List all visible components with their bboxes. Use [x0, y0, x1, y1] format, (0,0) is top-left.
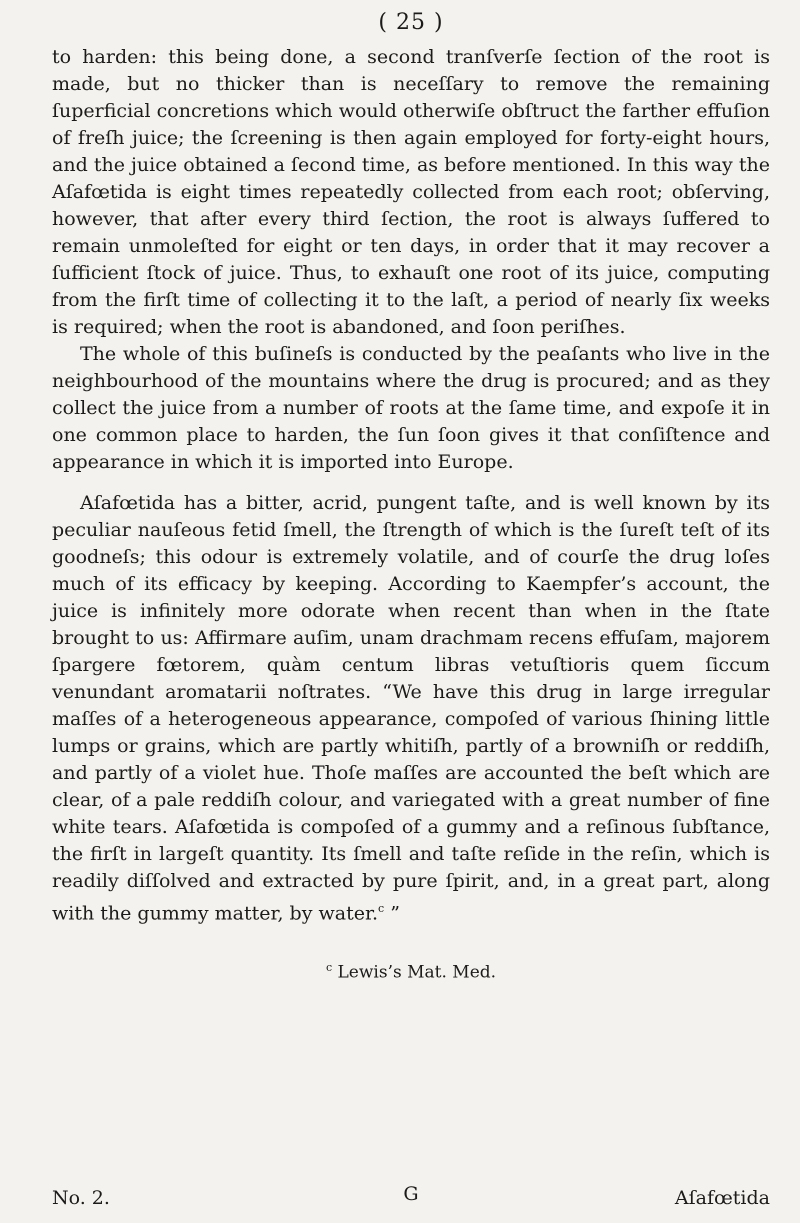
signature-mark: G: [403, 1183, 419, 1205]
issue-number: No. 2.: [52, 1187, 110, 1209]
paragraph-harvest: to harden: this being done, a second tranſverſe ſection of the root is made, but no thicker than is neceſſary to remove the remaining ſuperficial concretions which would otherwiſe obſtruct the farther effuſion of freſh juice; the ſcreening is then again employed for forty-eight hours, and the juice obtained a ſecond time, as before mentioned. In this way the Aſafœtida is eight times repeatedly collected from each root; obſerving, however, that after every third ſection, the root is always ſuffered to remain unmoleſted for eight or ten days, in order that it may recover a ſufficient ſtock of juice. Thus, to exhauſt one root of its juice, computing from the firſt time of collecting it to the laſt, a period of nearly ſix weeks is required; when the root is abandoned, and ſoon periſhes.: [52, 46, 770, 338]
catchword: Aſafœtida: [674, 1187, 770, 1209]
footnote-reference: c: [378, 902, 385, 915]
page-number: ( 25 ): [378, 10, 444, 35]
footnote: [52, 957, 770, 984]
paragraph-peasants: The whole of this buſineſs is conducted by the peaſants who live in the neighbourhood of the mountains where the drug is procured; and as they collect the juice from a number of roots at the ſame time, and expoſe it in one common place to harden, the ſun ſoon gives it that conſiſtence and appearance in which it is imported into Europe.: [52, 343, 770, 473]
footnote-text: Lewis’s Mat. Med.: [337, 962, 497, 983]
footnote-mark: c: [325, 961, 333, 975]
page-footer: [52, 1183, 770, 1210]
body-text: [52, 44, 770, 927]
paragraph-properties: Aſafœtida has a bitter, acrid, pungent taſte, and is well known by its peculiar nauſeous fetid ſmell, the ſtrength of which is the ſureſt teſt of its goodneſs; this odour is extremely volatile, and of courſe the drug loſes much of its efficacy by keeping. According to Kaempfer’s account, the juice is infinitely more odorate when recent than when in the ſtate brought to us: Affirmare auſim, unam drachmam recens effuſam, majorem ſpargere fœtorem, quàm centum libras vetuſtioris quem ſiccum venundant aromatarii noſtrates. “We have this drug in large irregular maſſes of a heterogeneous appearance, compoſed of various ſhining little lumps or grains, which are partly whitiſh, partly of a browniſh or reddiſh, and partly of a violet hue. Thoſe maſſes are accounted the beſt which are clear, of a pale reddiſh colour, and variegated with a great number of fine white tears. Aſafœtida is compoſed of a gummy and a reſinous ſubſtance, the firſt in largeſt quantity. Its ſmell and taſte reſide in the reſin, which is readily diſſolved and extracted by pure ſpirit, and, in a great part, along with the gummy matter, by water.$^c$ ”: [52, 492, 770, 925]
